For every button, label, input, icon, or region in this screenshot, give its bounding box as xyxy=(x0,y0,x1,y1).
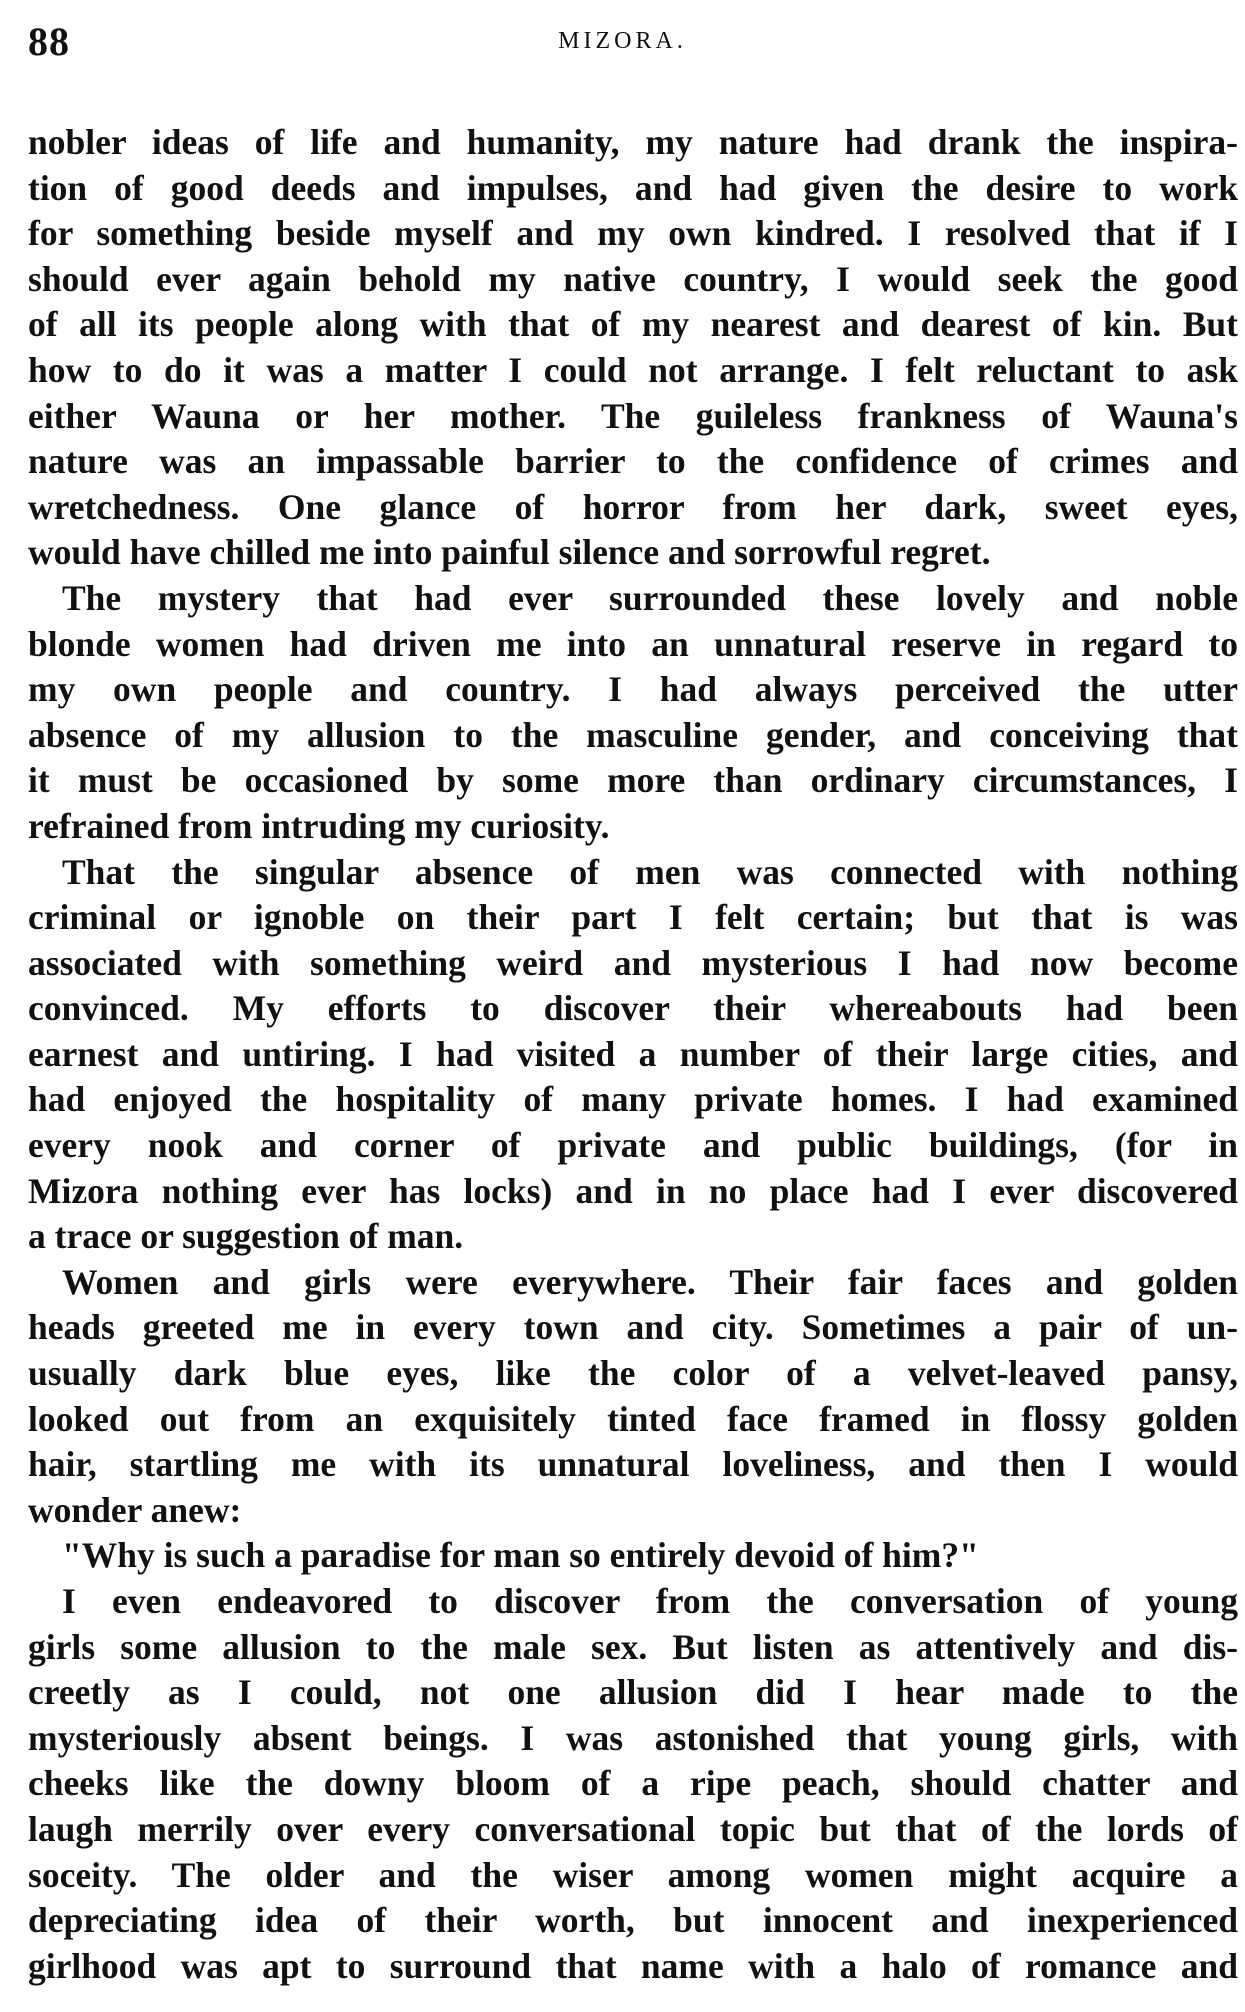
text-line: creetly as I could, not one allusion did I hear made to the xyxy=(28,1672,1238,1713)
text-line: either Wauna or her mother. The guileless frankness of Wauna's xyxy=(28,395,1238,436)
text-line: usually dark blue eyes, like the color of a velvet-leaved pansy, xyxy=(28,1353,1238,1394)
text-line: would have chilled me into painful silence and sorrowful regret. xyxy=(28,532,991,573)
text-line: That the singular absence of men was connected with nothing xyxy=(62,851,1238,892)
text-line: wonder anew: xyxy=(28,1489,242,1530)
text-line: mysteriously absent beings. I was astonished that young girls, with xyxy=(28,1717,1238,1758)
text-line: criminal or ignoble on their part I felt certain; but that is was xyxy=(28,897,1238,938)
body-text xyxy=(28,120,1238,1989)
text-line: laugh merrily over every conversational topic but that of the lords of xyxy=(28,1808,1238,1849)
page-number: 88 xyxy=(28,19,70,64)
text-line: refrained from intruding my curiosity. xyxy=(28,805,610,846)
text-line: blonde women had driven me into an unnatural reserve in regard to xyxy=(28,623,1238,664)
text-line: girls some allusion to the male sex. But listen as attentively and dis- xyxy=(28,1626,1238,1667)
text-line: absence of my allusion to the masculine gender, and conceiving that xyxy=(28,714,1238,755)
text-line: tion of good deeds and impulses, and had given the desire to work xyxy=(28,167,1238,208)
text-line: my own people and country. I had always perceived the utter xyxy=(28,669,1238,710)
text-line: I even endeavored to discover from the conversation of young xyxy=(62,1581,1238,1621)
running-title: MIZORA. xyxy=(558,28,687,54)
text-line: it must be occasioned by some more than ordinary circumstances, I xyxy=(28,760,1238,801)
text-line: earnest and untiring. I had visited a number of their large cities, and xyxy=(28,1033,1238,1074)
text-line: for something beside myself and my own kindred. I resolved that if I xyxy=(28,213,1238,254)
text-line: should ever again behold my native country, I would seek the good xyxy=(28,258,1238,299)
text-line: cheeks like the downy bloom of a ripe peach, should chatter and xyxy=(28,1763,1238,1804)
text-line: nature was an impassable barrier to the confidence of crimes and xyxy=(28,441,1238,482)
page-header xyxy=(28,18,1217,78)
text-line: soceity. The older and the wiser among women might acquire a xyxy=(28,1854,1238,1895)
text-line: girlhood was apt to surround that name with a halo of romance and xyxy=(28,1945,1238,1986)
text-line: wretchedness. One glance of horror from her dark, sweet eyes, xyxy=(28,486,1238,527)
text-line: nobler ideas of life and humanity, my nature had drank the inspira- xyxy=(28,122,1238,162)
text-line: had enjoyed the hospitality of many private homes. I had examined xyxy=(28,1079,1238,1120)
text-line: The mystery that had ever surrounded these lovely and noble xyxy=(62,577,1238,618)
text-line: looked out from an exquisitely tinted face framed in flossy golden xyxy=(28,1398,1238,1439)
text-line: associated with something weird and mysterious I had now become xyxy=(28,942,1238,983)
text-line: heads greeted me in every town and city. Sometimes a pair of un- xyxy=(28,1307,1238,1348)
text-line: every nook and corner of private and public buildings, (for in xyxy=(28,1125,1238,1166)
text-line: Mizora nothing ever has locks) and in no place had I ever discovered xyxy=(28,1170,1238,1211)
text-line: depreciating idea of their worth, but innocent and inexperienced xyxy=(28,1900,1238,1941)
text-line: convinced. My efforts to discover their whereabouts had been xyxy=(28,988,1238,1029)
text-line: of all its people along with that of my nearest and dearest of kin. But xyxy=(28,304,1238,345)
text-line: Women and girls were everywhere. Their fair faces and golden xyxy=(62,1261,1238,1302)
text-line: a trace or suggestion of man. xyxy=(28,1216,464,1257)
text-line: "Why is such a paradise for man so entirely devoid of him?" xyxy=(62,1535,979,1576)
text-line: how to do it was a matter I could not arrange. I felt reluctant to ask xyxy=(28,349,1238,390)
text-line: hair, startling me with its unnatural loveliness, and then I would xyxy=(28,1444,1238,1485)
